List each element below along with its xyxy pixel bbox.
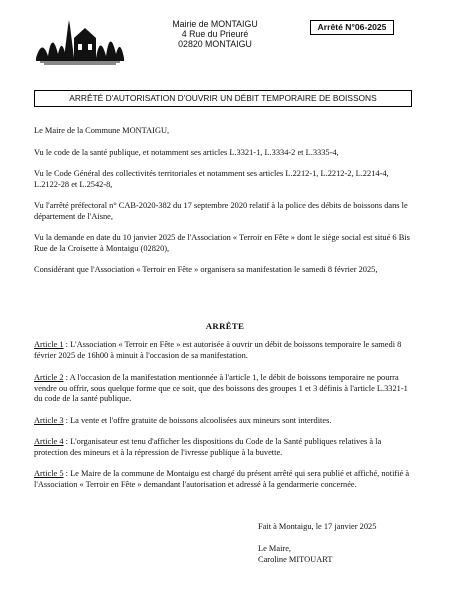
article-label: Article 1 [34,340,64,349]
article-label: Article 2 [34,373,64,382]
preamble-code-sante: Vu le code de la santé publique, et notamment ses articles L.3321-1, L.3334-2 et L.3335-4, [34,148,339,157]
article-2: Article 2 : A l'occasion de la manifestation mentionnée à l'article 1, le débit de boissons temporaire ne pourra vendre ou offrir, sous quelque forme que ce soit, que des boissons des groupes 1 et 3 définis à l'article L.3321-1 du code de la santé publique. [34,373,408,404]
article-1: Article 1 : L'Association « Terroir en Fête » est autorisée à ouvrir un débit de boissons temporaire le samedi 8 février 2025 de 16h00 à minuit à l'occasion de sa manifestation. [34,340,402,360]
article-text: Le Maire de la commune de Montaigu est chargé du présent arrêté qui sera publié et affiché, notifié à l'Association « Terroir en Fête » demandant l'autorisation et adressé à la gendarmerie concernée. [34,469,410,489]
preamble-considerant: Considérant que l'Association « Terroir en Fête » organisera sa manifestation le samedi 8 février 2025, [34,265,378,274]
arrete-heading: ARRÊTE [205,321,245,331]
article-text: La vente et l'offre gratuite de boissons alcoolisées aux mineurs sont interdites. [70,416,332,425]
article-label: Article 5 [34,469,64,478]
preamble-mayor: Le Maire de la Commune MONTAIGU, [34,126,170,135]
place-date: Fait à Montaigu, le 17 janvier 2025 [258,522,377,531]
article-label: Article 4 [34,437,64,446]
article-label: Article 3 [34,416,64,425]
arrete-reference: Arrêté N°06-2025 [310,20,394,35]
signatory-name: Caroline MITOUART [258,555,333,564]
preamble-arrete-prefectoral: Vu l'arrêté préfectoral n° CAB-2020-382 du 17 septembre 2020 relatif à la police des débits de boissons dans le département de l'Aisne, [34,201,408,221]
article-text: L'organisateur est tenu d'afficher les dispositions du Code de la Santé publiques relatives à la protection des mineurs et à la répression de l'ivresse publique à la buvette. [34,437,382,457]
mairie-name: Mairie de MONTAIGU [172,19,258,29]
mairie-address-block [140,19,290,50]
article-text: A l'occasion de la manifestation mentionnée à l'article 1, le débit de boissons temporaire ne pourra vendre ou offrir, sous quelque forme que ce soit, que des boissons des groupes 1 et 3 définis à l'article L.3321-1 du code de la santé publique. [34,373,408,404]
mairie-city: 02820 MONTAIGU [178,39,252,50]
signatory-role: Le Maire, [258,544,292,553]
article-3: Article 3 : La vente et l'offre gratuite de boissons alcoolisées aux mineurs sont interdites. [34,416,332,425]
preamble-cgct: Vu le Code Général des collectivités territoriales et notamment ses articles L.2212-1, L.2212-2, L.2214-4, L.2122-28 et L.2542-8, [34,169,389,189]
article-4: Article 4 : L'organisateur est tenu d'afficher les dispositions du Code de la Santé publiques relatives à la protection des mineurs et à la répression de l'ivresse publique à la buvette. [34,437,382,457]
town-hall-emblem-icon [34,18,126,66]
article-text: L'Association « Terroir en Fête » est autorisée à ouvrir un débit de boissons temporaire le samedi 8 février 2025 de 16h00 à minuit à l'occasion de sa manifestation. [34,340,402,360]
mairie-street: 4 Rue du Prieuré [181,29,249,40]
document-title: ARRÊTÉ D'AUTORISATION D'OUVRIR UN DÉBIT TEMPORAIRE DE BOISSONS [34,90,412,107]
article-5: Article 5 : Le Maire de la commune de Montaigu est chargé du présent arrêté qui sera publié et affiché, notifié à l'Association « Terroir en Fête » demandant l'autorisation et adressé à la gendarmerie concernée. [34,469,410,489]
preamble-demande: Vu la demande en date du 10 janvier 2025 de l'Association « Terroir en Fête » dont le siège social est situé 6 Bis Rue de la Croisette à Montaigu (02820), [34,233,410,253]
